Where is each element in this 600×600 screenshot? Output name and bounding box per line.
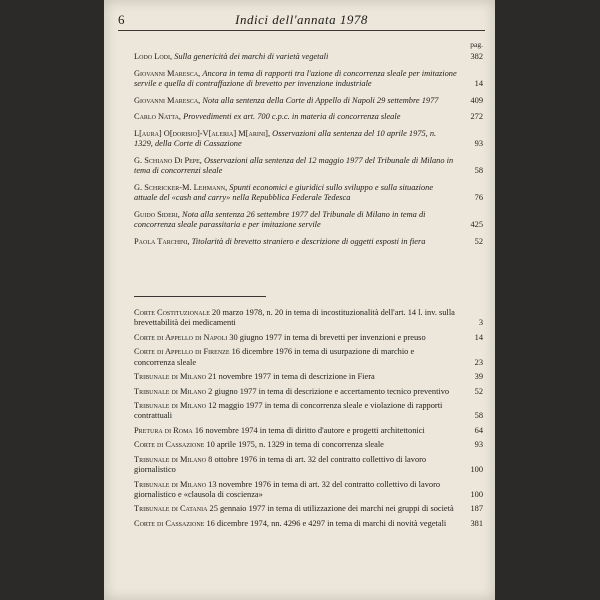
entry-text: 21 novembre 1977 in tema di descrizione in Fiera [208,372,375,382]
entry-author: Giovanni Maresca [134,95,199,105]
index-entry [134,519,483,529]
entry-page-number: 52 [474,236,483,246]
index-entry [134,333,483,343]
entry-text: Sulla genericità dei marchi di varietà vegetali [174,52,329,61]
entry-author: G. Schiano Di Pepe [134,156,200,166]
index-entry: Guido Sideri, Nota alla sentenza 26 settembre 1977 del Tribunale di Milano in tema di concorrenza sleale parassitaria e per imitazione servile 425 [134,210,483,230]
entry-page-number: 58 [474,411,483,421]
entry-page-number: 381 [470,518,483,528]
book-page [104,0,495,600]
entry-text: 8 ottobre 1976 in tema di art. 32 del contratto collettivo di lavoro giornalistico [134,454,427,475]
entry-text: 12 maggio 1977 in tema di concorrenza sleale e violazione di rapporti contrattuali [134,401,443,421]
index-entry: Paola Tarchini, Titolarità di brevetto straniero e descrizione di oggetti esposti in fiera 52 [134,236,483,246]
index-entry: G. Schricker-M. Lehmann, Spunti economici e giuridici sullo sviluppo e sulla situazione attuale del «cash and carry» nella Repubblica Federale Tedesca 76 [134,183,483,203]
entry-text: Provvedimenti ex art. 700 c.p.c. in materia di concorrenza sleale [183,112,401,122]
index-entry: Carlo Natta, Provvedimenti ex art. 700 c.p.c. in materia di concorrenza sleale 272 [134,112,483,122]
entry-author: G. Schricker-M. Lehmann [134,183,226,193]
entry-court: Tribunale di Milano [134,401,207,411]
entry-court: Corte di Cassazione [134,440,205,450]
page-number: 6 [118,12,125,27]
index-entry [134,480,483,501]
page-title: Indici dell'annata 1978 [235,12,368,27]
index-entry: Giovanni Maresca, Ancora in tema di rapporti tra l'azione di concorrenza sleale per imitazione servile e quella di contraffazione di brevetto per invenzione industriale 14 [134,68,483,88]
index-entry [134,401,483,422]
entry-text: 2 giugno 1977 in tema di descrizione e accertamento tecnico preventivo [208,386,450,396]
index-entry: Giovanni Maresca, Nota alla sentenza della Corte di Appello di Napoli 29 settembre 1977 409 [134,95,483,105]
entry-court: Corte di Cassazione [134,518,205,528]
pag-label: pag. [470,40,483,49]
entry-court: Tribunale di Milano [134,372,207,382]
entry-author: L[aura] O[dorisio]-V[aleria] M[arini] [134,129,268,139]
index-entry [134,347,483,368]
entry-text: 16 dicembre 1976 in tema di usurpazione di marchio e concorrenza sleale [134,347,415,367]
entry-page-number: 409 [470,95,483,105]
index-entry [134,455,483,476]
entry-page-number: 93 [474,139,483,149]
entry-page-number: 93 [474,440,483,450]
index-entry: Lodo Lodi, Sulla genericità dei marchi di varietà vegetali 382 [134,52,483,61]
index-entry [134,440,483,450]
entry-page-number: 100 [470,489,483,499]
section-divider [134,296,266,297]
court-decisions-index [134,308,483,533]
entry-text: 16 novembre 1974 in tema di diritto d'autore e progetti architettonici [194,425,425,435]
entry-author: Paola Tarchini [134,236,188,246]
entry-page-number: 23 [474,357,483,367]
entry-court: Pretura di Roma [134,425,193,435]
entry-page-number: 187 [470,504,483,514]
authored-index [134,52,483,254]
entry-text: 13 novembre 1976 in tema di art. 32 del contratto collettivo di lavoro giornalistico e «clausola di coscienza» [134,479,441,499]
entry-text: Osservazioni alla sentenza del 10 aprile 1975, n. 1329, della Corte di Cassazione [134,129,437,149]
entry-court: Corte di Appello di Firenze [134,347,230,357]
entry-page-number: 39 [474,372,483,382]
index-entry [134,504,483,514]
entry-court: Corte di Appello di Napoli [134,332,228,342]
entry-page-number: 14 [474,78,483,88]
entry-court: Tribunale di Milano [134,386,207,396]
entry-text: 10 aprile 1975, n. 1329 in tema di concorrenza sleale [206,440,384,450]
entry-page-number: 100 [470,465,483,475]
entry-text: 16 dicembre 1974, nn. 4296 e 4297 in tema di marchi di novità vegetali [206,518,447,528]
entry-page-number: 58 [474,166,483,176]
index-entry: G. Schiano Di Pepe, Osservazioni alla sentenza del 12 maggio 1977 del Tribunale di Milano in tema di concorrenzi sleale 58 [134,156,483,176]
entry-text: Nota alla sentenza della Corte di Appello di Napoli 29 settembre 1977 [202,95,439,105]
entry-page-number: 76 [474,193,483,203]
entry-text: Nota alla sentenza 26 settembre 1977 del Tribunale di Milano in tema di concorrenza sleale parassitaria e per imitazione servile [134,210,426,230]
entry-text: Osservazioni alla sentenza del 12 maggio 1977 del Tribunale di Milano in tema di concorrenzi sleale [134,156,454,176]
entry-page-number: 272 [470,112,483,122]
entry-author: Carlo Natta [134,112,179,122]
entry-text: 20 marzo 1978, n. 20 in tema di incostituzionalità dell'art. 14 l. inv. sulla brevettabilità dei medicamenti [134,308,455,328]
running-header [118,10,485,31]
entry-author: Guido Sideri [134,210,178,219]
entry-text: 25 gennaio 1977 in tema di utilizzazione dei marchi nei gruppi di società [209,504,454,514]
entry-court: Tribunale di Catania [134,504,208,514]
entry-page-number: 52 [474,386,483,396]
entry-text: Ancora in tema di rapporti tra l'azione di concorrenza sleale per imitazione servile e quella di contraffazione di brevetto per invenzione industriale [134,68,457,88]
index-entry: L[aura] O[dorisio]-V[aleria] M[arini], Osservazioni alla sentenza del 10 aprile 1975, n. 1329, della Corte di Cassazione 93 [134,129,483,149]
index-entry [134,426,483,436]
entry-court: Tribunale di Milano [134,479,207,489]
index-entry [134,372,483,382]
entry-page-number: 64 [474,425,483,435]
entry-text: 30 giugno 1977 in tema di brevetti per invenzioni e preuso [229,332,426,342]
entry-text: Titolarità di brevetto straniero e descrizione di oggetti esposti in fiera [191,236,426,246]
entry-court: Corte Costituzionale [134,308,210,317]
entry-page-number: 3 [478,318,483,328]
entry-court: Tribunale di Milano [134,454,207,464]
index-entry [134,308,483,329]
entry-author: Lodo Lodi [134,52,170,61]
entry-author: Giovanni Maresca [134,68,199,78]
index-entry [134,387,483,397]
entry-page-number: 382 [470,52,483,61]
entry-page-number: 425 [470,220,483,230]
entry-text: Spunti economici e giuridici sullo sviluppo e sulla situazione attuale del «cash and carry» nella Repubblica Federale Tedesca [134,183,434,203]
entry-page-number: 14 [474,332,483,342]
